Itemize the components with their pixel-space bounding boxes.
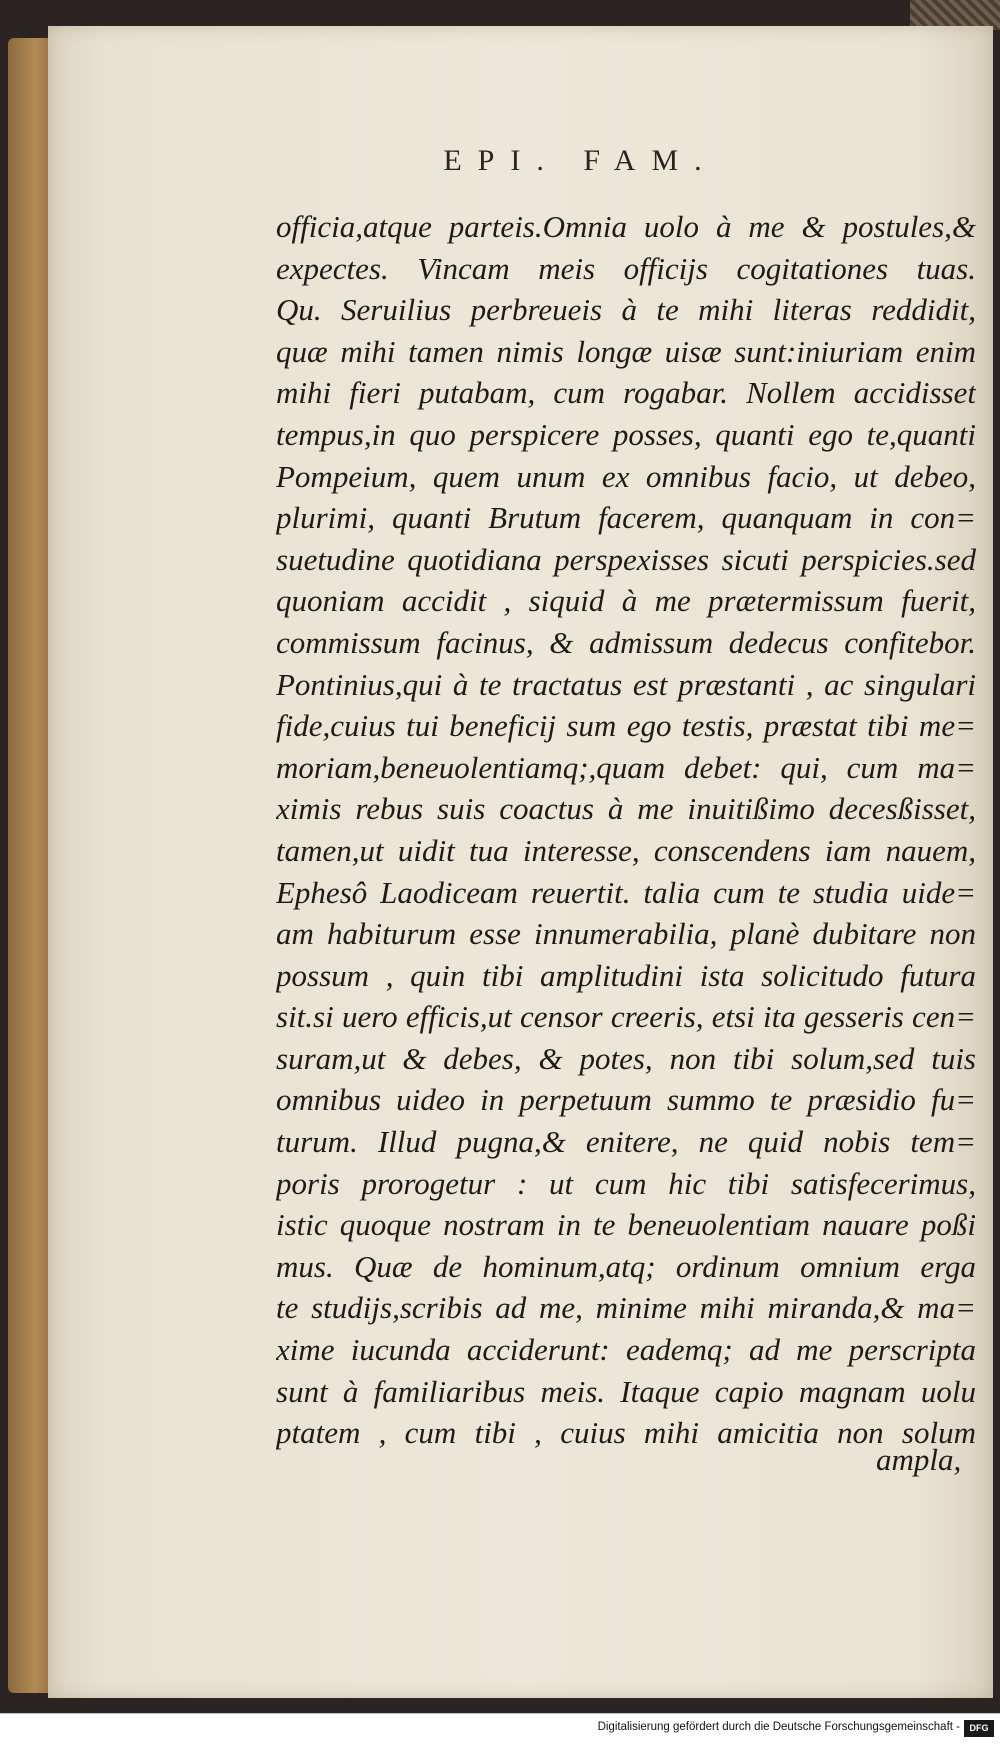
dfg-logo: DFG [964, 1720, 994, 1737]
text-line: Qu. Seruilius perbreueis à te mihi literas reddidit, [276, 292, 976, 328]
text-line: fide,cuius tui beneficij sum ego testis, præstat tibi me= [276, 708, 976, 744]
text-line: plurimi, quanti Brutum facerem, quanquam in con= [276, 500, 976, 536]
text-line: commissum facinus, & admissum dedecus confitebor. [276, 624, 976, 660]
text-line: istic quoque nostram in te beneuolentiam nauare poßi [276, 1207, 976, 1243]
catchword: ampla, [876, 1442, 962, 1477]
text-line: expectes. Vincam meis officijs cogitationes tuas. [276, 250, 976, 286]
text-line: sunt à familiaribus meis. Itaque capio magnam uolu [276, 1373, 976, 1409]
text-line: mus. Quæ de hominum,atq; ordinum omnium erga [276, 1248, 976, 1284]
book-page [48, 26, 993, 1698]
text-line: Ephesô Laodiceam reuertit. talia cum te studia uide= [276, 874, 976, 910]
text-line: turum. Illud pugna,& enitere, ne quid nobis tem= [276, 1124, 976, 1160]
text-line: ximis rebus suis coactus à me inuitißimo decesßisset, [276, 791, 976, 827]
text-line: quæ mihi tamen nimis longæ uisæ sunt:iniuriam enim [276, 333, 976, 369]
text-line: te studijs,scribis ad me, minime mihi miranda,& ma= [276, 1290, 976, 1326]
text-line: tempus,in quo perspicere posses, quanti ego te,quanti [276, 416, 976, 452]
text-line: xime iucunda acciderunt: eademq; ad me perscripta [276, 1332, 976, 1368]
funding-credit: Digitalisierung gefördert durch die Deutsche Forschungsgemeinschaft - [597, 1721, 960, 1733]
text-line: tamen,ut uidit tua interesse, conscendens iam nauem, [276, 832, 976, 868]
text-line: ptatem , cum tibi , cuius mihi amicitia non solum [276, 1415, 976, 1451]
text-line: Pompeium, quem unum ex omnibus facio, ut debeo, [276, 458, 976, 494]
text-line: mihi fieri putabam, cum rogabar. Nollem accidisset [276, 375, 976, 411]
text-line: suram,ut & debes, & potes, non tibi solum,sed tuis [276, 1040, 976, 1076]
text-line: suetudine quotidiana perspexisses sicuti perspicies.sed [276, 541, 976, 577]
text-line: possum , quin tibi amplitudini ista solicitudo futura [276, 957, 976, 993]
running-header: EPI. FAM. [443, 144, 718, 177]
footer-bar [0, 1713, 1000, 1744]
text-line: moriam,beneuolentiamq;,quam debet: qui, cum ma= [276, 749, 976, 785]
text-line: quoniam accidit , siquid à me prætermissum fuerit, [276, 583, 976, 619]
text-line: sit.si uero efficis,ut censor creeris, etsi ita gesseris cen= [276, 999, 976, 1035]
text-line: omnibus uideo in perpetuum summo te præsidio fu= [276, 1082, 976, 1118]
text-line: officia,atque parteis.Omnia uolo à me & postules,& [276, 209, 976, 244]
text-line: am habiturum esse innumerabilia, planè dubitare non [276, 916, 976, 952]
text-line: poris prorogetur : ut cum hic tibi satisfecerimus, [276, 1165, 976, 1201]
text-line: Pontinius,qui à te tractatus est præstanti , ac singulari [276, 666, 976, 702]
body-text [276, 206, 976, 1454]
